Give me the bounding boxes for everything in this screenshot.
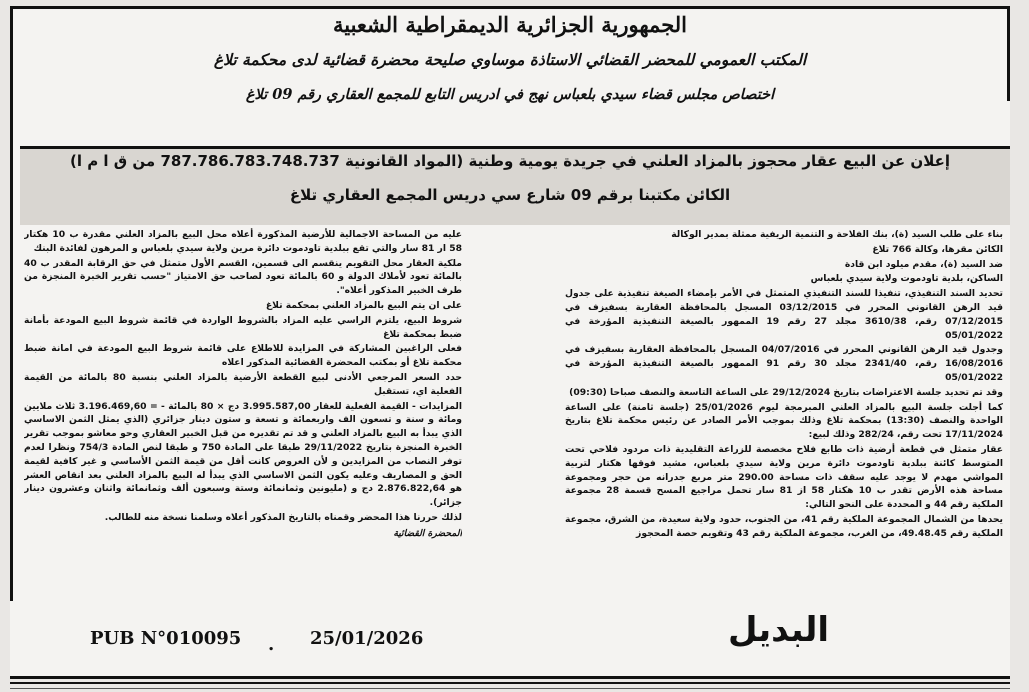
paragraph: عليه من المساحة الاجمالية للأرضية المذكورة أعلاه محل البيع بالمزاد العلني مقدرة ب 10 هكتار 58 ار 81 سار والتي تقع ببلدية تاودموت دائرة مرين ولاية سيدي بلعباس و المرهون لفائدة البنك: [24, 229, 462, 254]
paragraph: فعلى الراغبين المشاركة في المزايدة للاطلاع على قائمة شروط البيع المودعة في امانة ضبط محكمة تلاغ أو بمكتب المحضرة القضائية المذكور اعلاه: [24, 343, 462, 369]
newspaper-page: [10, 6, 1010, 678]
paragraph: بناء على طلب السيد (ة)، بنك الفلاحة و التنمية الريفية ممثلة بمدير الوكالة: [671, 229, 1003, 240]
paragraph: الكائن مقرها، وكالة 766 تلاغ: [872, 243, 1003, 255]
paragraph: كما أجلت جلسة البيع بالمزاد العلني المبرمجة ليوم 25/01/2026 (جلسة ثامنة) على الساعة الواحدة والنصف (13:30) بمحكمة تلاغ وذلك بموجب الأمر الصادر عن رئيس محكمة تلاغ بتاريخ 17/11/2024 تحت رقم، 282/24 وذلك لبيع:: [565, 401, 1003, 441]
pub-number: PUB N°010095: [90, 628, 242, 649]
bottom-rule-thin: [10, 688, 1010, 689]
notice-heading-line2: الكائن مكتبنا برقم 09 شارع سي دريس المجمع العقاري تلاغ: [289, 186, 731, 204]
paragraph: ملكية العقار محل التقويم ينقسم الى قسمين، القسم الأول متمثل في حق الرقابة المقدر ب 40 بالمائة تعود لأملاك الدولة و 60 بالمائة تعود لصاحب حق الامتياز "حسب تقرير الخبرة المنجزة من طرف الخبير المذكور أعلاه".: [24, 257, 462, 297]
republic-title: الجمهورية الجزائرية الديمقراطية الشعبية: [332, 12, 687, 37]
notice-heading-line1: إعلان عن البيع عقار محجوز بالمزاد العلني في جريدة يومية وطنية (المواد القانونية 787.786.783.748.737 من ق ا م ا): [70, 152, 950, 170]
newspaper-logo: البديل: [728, 610, 830, 650]
publication-date: 25/01/2026: [310, 628, 424, 649]
paragraph: يحدها من الشمال المجموعة الملكية رقم 41، من الجنوب، حدود ولاية سعيدة، من الشرق، مجموعة الملكية رقم 49.48.45، من الغرب، مجموعة الملكية رقم 43 وتقويم حصة المحجوز: [565, 513, 1003, 539]
right-text-column: [565, 228, 1003, 608]
jurisdiction-line: اختصاص مجلس قضاء سيدي بلعباس نهج في ادريس التابع للمجمع العقاري رقم 09 تلاغ: [245, 86, 775, 103]
paragraph: المزايدات - القيمة الفعلية للعقار 3.995.587,00 دج × 80 بالمائة - = 3.196.469,60 ثلاث ملايين ومائة و سنة و تسعون الف واربعمائة و تسعة و ستون دينار جزائري (الذي يمثل الثمن الاساسي الذي يبدأ به البيع بالمزاد العلني و قد تم تقديره من قبل الخبير العقاري وحو معاشو بموجب تقرير الخبرة المنجزة بتاريخ 29/11/2022 طبقا على المادة 750 و طبقا لنص المادة 754/3 ونظرا لعدم توفر النصاب من المزايدين و لأن العروض كانت أقل من قيمة الثمن الأساسي و غير كافية لقيمة الحق و المصاريف وعليه يكون الثمن الاساسي الذي يبدأ له البيع بالمزاد العلني بعد انقاص العشر هو 2.876.822,64 دج و (مليونين وثمانمائة وستة وسبعون ألف وثمانمائة واثنان وعشرون دينار جزائر).: [24, 400, 462, 509]
paragraph: حدد السعر المرجعي الأدنى لبيع القطعة الأرضية بالمزاد العلني بنسبة 80 بالمائة من القيمة الفعلية اي، تستقبل: [24, 371, 462, 397]
footer-separator: .: [268, 634, 275, 655]
paragraph: الساكن، بلدية تاودموت ولاية سيدي بلعباس: [810, 273, 1003, 285]
paragraph: عقار متمثل في قطعة أرضية ذات طابع فلاح مخصصة للزراعة التقليدية ذات مردود فلاحي تحت المتوسط كائنة ببلدية تاودموت دائرة مرين ولاية سيدي بلعباس، مشيد فوقها هكتار لتربية المواشي مهدم لا يوجد عليه سقف ذات مساحة 290.00 متر مربع جدرانه من حجر ومجموعة مساحة هذه الأرض تقدر ب 10 هكتار 58 از 81 سار تحمل مراجيع المسح قسمة 28 مجموعة الملكية رقم 44 و المحددة على النحو التالي:: [565, 443, 1003, 511]
left-text-column: [24, 228, 462, 600]
paragraph: على ان يتم البيع بالمزاد العلني بمحكمة تلاغ: [265, 299, 462, 311]
paragraph: وجدول قيد الرهن القانوني المحرر في 04/07/2016 المسجل بالمحافظة العقارية بسفيزف في 16/08/2016 رقم، 2341/40 مجلد 30 رقم 91 الممهور بالصيغة التنفيذية المؤرخة في 05/01/2022: [565, 344, 1003, 383]
paragraph: شروط البيع، يلتزم الراسي عليه المزاد بالشروط الواردة في قائمة شروط البيع المودعة بأمانة ضبط بمحكمة تلاغ: [24, 314, 462, 340]
paragraph: ضد السيد (ة)، مقدم ميلود ابن قادة: [844, 258, 1003, 270]
paragraph: لذلك حررنا هذا المحضر وقمناه بالتاريخ المذكور أعلاه وسلمنا نسخة منه للطالب.: [104, 511, 462, 523]
paragraph: تحديد السند التنفيذي، تنفيذا للسند التنفيذي المتمثل في الأمر بإمضاء الصيغة تنفيذية على جدول قيد الرهن القانوني المحرر في 03/12/2015 المسجل بالمحافظة العقارية بسفيزف في 07/12/2015 رقم، 3610/38 مجلد 27 رقم 19 الممهور بالصيغة التنفيذية المؤرخة في 05/01/2022: [565, 288, 1003, 341]
bottom-rule: [10, 682, 1010, 684]
signature: المحضرة القضائية: [393, 527, 462, 539]
paragraph: وقد تم تحديد جلسة الاعتراضات بتاريخ 29/12/2024 على الساعة التاسعة والنصف صباحا (09:30): [569, 386, 1003, 398]
bailiff-office-line: المكتب العمومي للمحضر القضائي الاستاذة موساوي صليحة محضرة قضائية لدى محكمة تلاغ: [213, 50, 807, 69]
left-border-rule: [10, 101, 13, 601]
